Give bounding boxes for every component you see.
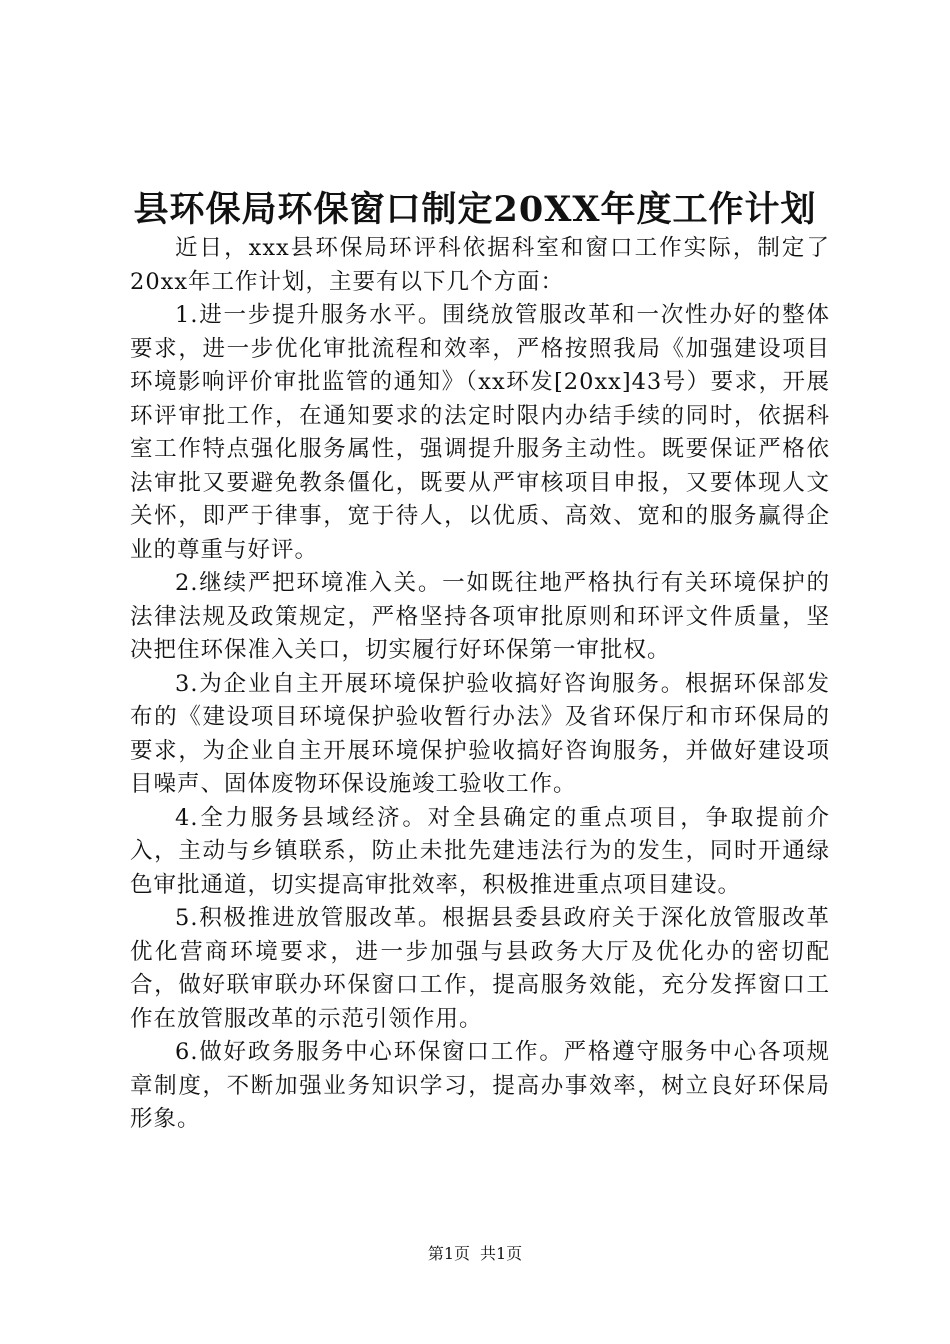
item-2-paragraph: 2.继续严把环境准入关。一如既往地严格执行有关环境保护的法律法规及政策规定，严格坚持各项审批原则和环评文件质量，坚决把住环保准入关口，切实履行好环保第一审批权。 (130, 570, 830, 663)
page-footer (0, 1243, 950, 1265)
item-1-paragraph: 1.进一步提升服务水平。围绕放管服改革和一次性办好的整体要求，进一步优化审批流程和效率，严格按照我局《加强建设项目环境影响评价审批监管的通知》（xx环发[20xx]43号）要求，开展环评审批工作，在通知要求的法定时限内办结手续的同时，依据科室工作特点强化服务属性，强调提升服务主动性。既要保证严格依法审批又要避免教条僵化，既要从严审核项目申报，又要体现人文关怀，即严于律事，宽于待人，以优质、高效、宽和的服务赢得企业的尊重与好评。 (130, 302, 830, 563)
intro-paragraph: 近日，xxx县环保局环评科依据科室和窗口工作实际，制定了20xx年工作计划，主要有以下几个方面： (130, 235, 830, 295)
item-6-paragraph: 6.做好政务服务中心环保窗口工作。严格遵守服务中心各项规章制度，不断加强业务知识学习，提高办事效率，树立良好环保局形象。 (130, 1039, 830, 1132)
document-title: 县环保局环保窗口制定20XX年度工作计划 (133, 189, 817, 230)
item-5-paragraph: 5.积极推进放管服改革。根据县委县政府关于深化放管服改革优化营商环境要求，进一步加强与县政务大厅及优化办的密切配合，做好联审联办环保窗口工作，提高服务效能，充分发挥窗口工作在放管服改革的示范引领作用。 (130, 905, 830, 1032)
item-4-paragraph: 4.全力服务县域经济。对全县确定的重点项目，争取提前介入，主动与乡镇联系，防止未批先建违法行为的发生，同时开通绿色审批通道，切实提高审批效率，积极推进重点项目建设。 (130, 804, 830, 898)
page-total: 共1页 (480, 1244, 523, 1263)
page-number: 第1页 (427, 1244, 470, 1263)
document-body (130, 232, 830, 1137)
item-3-paragraph: 3.为企业自主开展环境保护验收搞好咨询服务。根据环保部发布的《建设项目环境保护验收暂行办法》及省环保厅和市环保局的要求，为企业自主开展环境保护验收搞好咨询服务，并做好建设项目噪声、固体废物环保设施竣工验收工作。 (130, 670, 830, 797)
